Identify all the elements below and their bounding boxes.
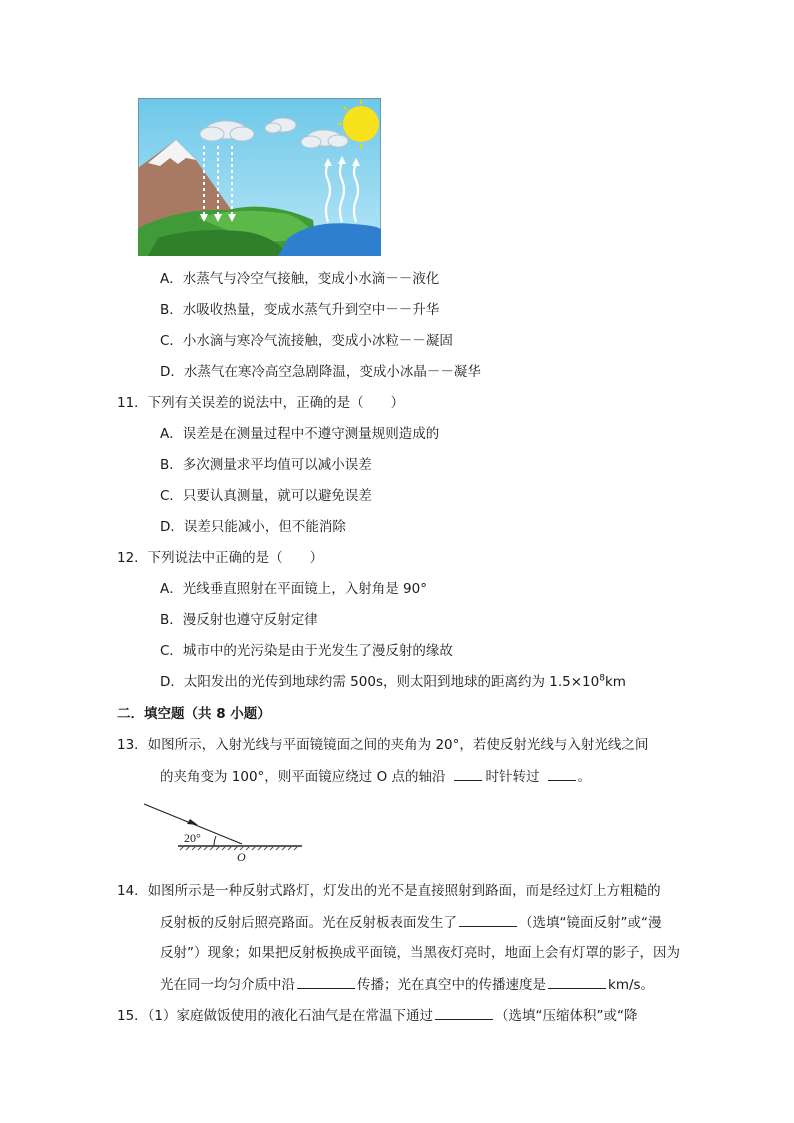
q13-line1: 13．如图所示，入射光线与平面镜镜面之间的夹角为 20°，若使反射光线与入射光线之间 [117,737,649,753]
answer-blank[interactable] [297,974,355,989]
water-cycle-illustration [138,98,381,256]
q11-option-c: C．只要认真测量，就可以避免误差 [160,488,372,504]
q14-line4: 光在同一均匀介质中沿 传播；光在真空中的传播速度是 km/s。 [160,974,654,995]
section-heading: 二．填空题（共 8 小题） [117,706,271,722]
q12-option-c: C．城市中的光污染是由于光发生了漫反射的缘故 [160,643,453,659]
q10-option-c: C．小水滴与寒冷气流接触，变成小冰粒－－凝固 [160,333,453,349]
answer-blank[interactable] [459,912,517,927]
q14-line3: 反射”）现象；如果把反射板换成平面镜，当黑夜灯亮时，地面上会有灯罩的影子，因为 [160,945,680,961]
answer-blank[interactable] [454,766,482,781]
q12-option-b: B．漫反射也遵守反射定律 [160,612,318,628]
q13-line2: 的夹角变为 100°，则平面镜应绕过 O 点的轴沿 时针转过 。 [160,766,591,787]
q11-option-b: B．多次测量求平均值可以减小误差 [160,457,372,473]
point-o-label: O [237,850,246,864]
arrow-icon [187,819,198,825]
answer-blank[interactable] [548,766,576,781]
q12-stem: 12．下列说法中正确的是（ ） [117,550,324,566]
answer-blank[interactable] [435,1005,493,1020]
q10-option-b: B．水吸收热量，变成水蒸气升到空中－－升华 [160,302,440,318]
mirror-reflection-diagram [140,798,310,868]
q14-line1: 14．如图所示是一种反射式路灯，灯发出的光不是直接照射到路面，而是经过灯上方粗糙的 [117,883,661,899]
q12-option-a: A．光线垂直照射在平面镜上，入射角是 90° [160,581,427,597]
q11-option-a: A．误差是在测量过程中不遵守测量规则造成的 [160,426,440,442]
answer-blank[interactable] [548,974,606,989]
q14-line2: 反射板的反射后照亮路面。光在反射板表面发生了 （选填“镜面反射”或“漫 [160,912,661,933]
q15-line1: 15．（1）家庭做饭使用的液化石油气是在常温下通过 （选填“压缩体积”或“降 [117,1005,638,1026]
q11-option-d: D．误差只能减小，但不能消除 [160,519,346,535]
angle-label: 20° [184,831,201,845]
q10-option-d: D．水蒸气在寒冷高空急剧降温，变成小冰晶－－凝华 [160,364,481,380]
q12-option-d: D．太阳发出的光传到地球约需 500s，则太阳到地球的距离约为 $1.5\times 10^8km$ [160,673,626,690]
q10-option-a: A．水蒸气与冷空气接触，变成小水滴－－液化 [160,271,440,287]
q11-stem: 11．下列有关误差的说法中，正确的是（ ） [117,395,405,411]
